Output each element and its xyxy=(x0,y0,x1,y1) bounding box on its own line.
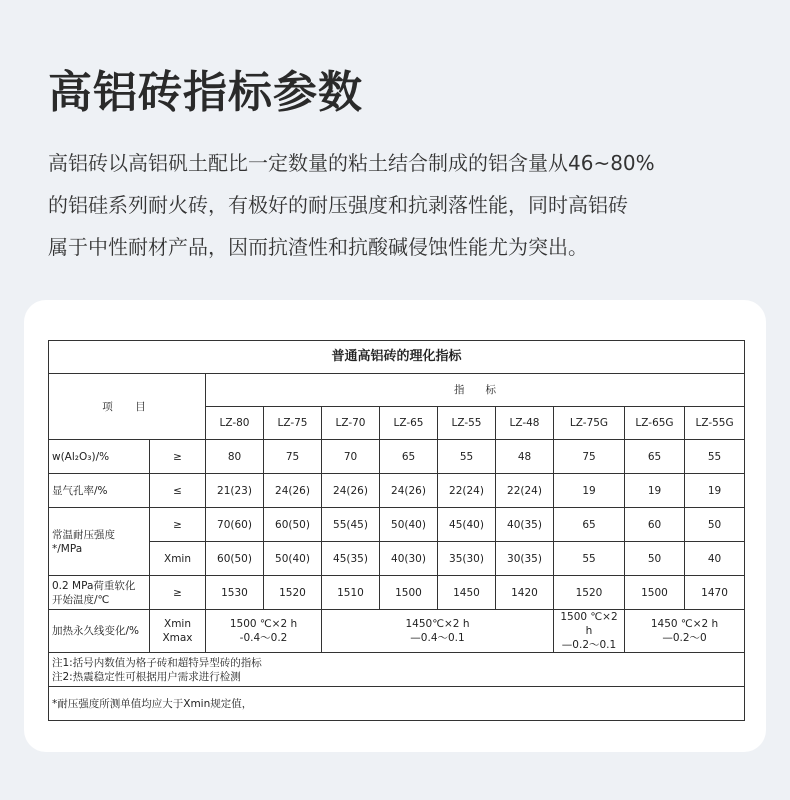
table-row-strength-min xyxy=(49,542,745,576)
table-cell: 40(35) xyxy=(496,508,554,542)
table-row-strength xyxy=(49,508,745,542)
table-cell: 70(60) xyxy=(206,508,264,542)
table-caption: 普通高铝砖的理化指标 xyxy=(49,341,745,374)
item-header: 项 目 xyxy=(49,374,206,440)
table-cell: 50 xyxy=(685,508,745,542)
index-header: 指 标 xyxy=(206,374,745,407)
table-cell: 24(26) xyxy=(380,474,438,508)
table-cell: 55 xyxy=(685,440,745,474)
table-cell: 1520 xyxy=(264,576,322,610)
intro-line: 属于中性耐材产品，因而抗渣性和抗酸碱侵蚀性能尤为突出。 xyxy=(48,235,588,259)
table-cell: 1530 xyxy=(206,576,264,610)
table-cell: 60(50) xyxy=(206,542,264,576)
table-cell: 22(24) xyxy=(438,474,496,508)
table-cell: 1500 ℃×2 h -0.4～0.2 xyxy=(206,610,322,653)
grade-header: LZ-75 xyxy=(264,407,322,440)
grade-header: LZ-65G xyxy=(625,407,685,440)
table-cell: 19 xyxy=(554,474,625,508)
table-cell: 45(35) xyxy=(322,542,380,576)
table-cell: 55 xyxy=(438,440,496,474)
table-cell: 55(45) xyxy=(322,508,380,542)
table-cell: 19 xyxy=(685,474,745,508)
table-cell: 65 xyxy=(380,440,438,474)
grade-header: LZ-75G xyxy=(554,407,625,440)
table-cell: 35(30) xyxy=(438,542,496,576)
table-cell: 1470 xyxy=(685,576,745,610)
intro-line: 高铝砖以高铝矾土配比一定数量的粘土结合制成的铝含量从46~80% xyxy=(48,151,655,175)
table-row-softening xyxy=(49,576,745,610)
row-label: w(Al₂O₃)/% xyxy=(49,440,150,474)
spec-table xyxy=(48,340,745,721)
grade-header: LZ-70 xyxy=(322,407,380,440)
table-cell: 55 xyxy=(554,542,625,576)
grade-header: LZ-55 xyxy=(438,407,496,440)
table-cell: 75 xyxy=(264,440,322,474)
row-operator: ≥ xyxy=(150,440,206,474)
table-cell: 45(40) xyxy=(438,508,496,542)
intro-paragraph xyxy=(48,142,758,268)
table-cell: 48 xyxy=(496,440,554,474)
table-cell: 24(26) xyxy=(322,474,380,508)
table-row-reheat xyxy=(49,610,745,653)
table-cell: 1500 xyxy=(625,576,685,610)
table-cell: 50(40) xyxy=(380,508,438,542)
row-operator: ≥ xyxy=(150,576,206,610)
row-label: 0.2 MPa荷重软化 开始温度/℃ xyxy=(49,576,150,610)
table-cell: 40(30) xyxy=(380,542,438,576)
row-label: 常温耐压强度 */MPa xyxy=(49,508,150,576)
table-cell: 75 xyxy=(554,440,625,474)
row-operator: ≥ xyxy=(150,508,206,542)
table-cell: 1450℃×2 h —0.4～0.1 xyxy=(322,610,554,653)
table-row-porosity xyxy=(49,474,745,508)
table-card xyxy=(24,300,766,752)
table-footnote: *耐压强度所测单值均应大于Xmin规定值， xyxy=(49,687,745,721)
grade-header: LZ-48 xyxy=(496,407,554,440)
table-cell: 60(50) xyxy=(264,508,322,542)
intro-line: 的铝硅系列耐火砖，有极好的耐压强度和抗剥落性能，同时高铝砖 xyxy=(48,193,628,217)
table-cell: 1500 ℃×2 h —0.2～0.1 xyxy=(554,610,625,653)
row-label: 加热永久线变化/% xyxy=(49,610,150,653)
table-cell: 24(26) xyxy=(264,474,322,508)
grade-header: LZ-55G xyxy=(685,407,745,440)
table-cell: 40 xyxy=(685,542,745,576)
grade-header: LZ-80 xyxy=(206,407,264,440)
table-cell: 65 xyxy=(625,440,685,474)
table-cell: 1420 xyxy=(496,576,554,610)
table-notes: 注1:括号内数值为格子砖和超特异型砖的指标 注2:热震稳定性可根据用户需求进行检测 xyxy=(49,653,745,687)
table-cell: 70 xyxy=(322,440,380,474)
table-cell: 21(23) xyxy=(206,474,264,508)
grade-header: LZ-65 xyxy=(380,407,438,440)
table-row-al2o3 xyxy=(49,440,745,474)
row-operator: Xmin Xmax xyxy=(150,610,206,653)
page-title: 高铝砖指标参数 xyxy=(48,67,363,118)
table-cell: 1450 xyxy=(438,576,496,610)
table-cell: 80 xyxy=(206,440,264,474)
table-cell: 1500 xyxy=(380,576,438,610)
table-cell: 30(35) xyxy=(496,542,554,576)
row-operator: ≤ xyxy=(150,474,206,508)
row-operator: Xmin xyxy=(150,542,206,576)
row-label: 显气孔率/% xyxy=(49,474,150,508)
table-cell: 22(24) xyxy=(496,474,554,508)
table-cell: 1520 xyxy=(554,576,625,610)
table-cell: 50 xyxy=(625,542,685,576)
table-cell: 1450 ℃×2 h —0.2～0 xyxy=(625,610,745,653)
table-cell: 60 xyxy=(625,508,685,542)
table-cell: 1510 xyxy=(322,576,380,610)
table-cell: 50(40) xyxy=(264,542,322,576)
table-cell: 65 xyxy=(554,508,625,542)
table-cell: 19 xyxy=(625,474,685,508)
